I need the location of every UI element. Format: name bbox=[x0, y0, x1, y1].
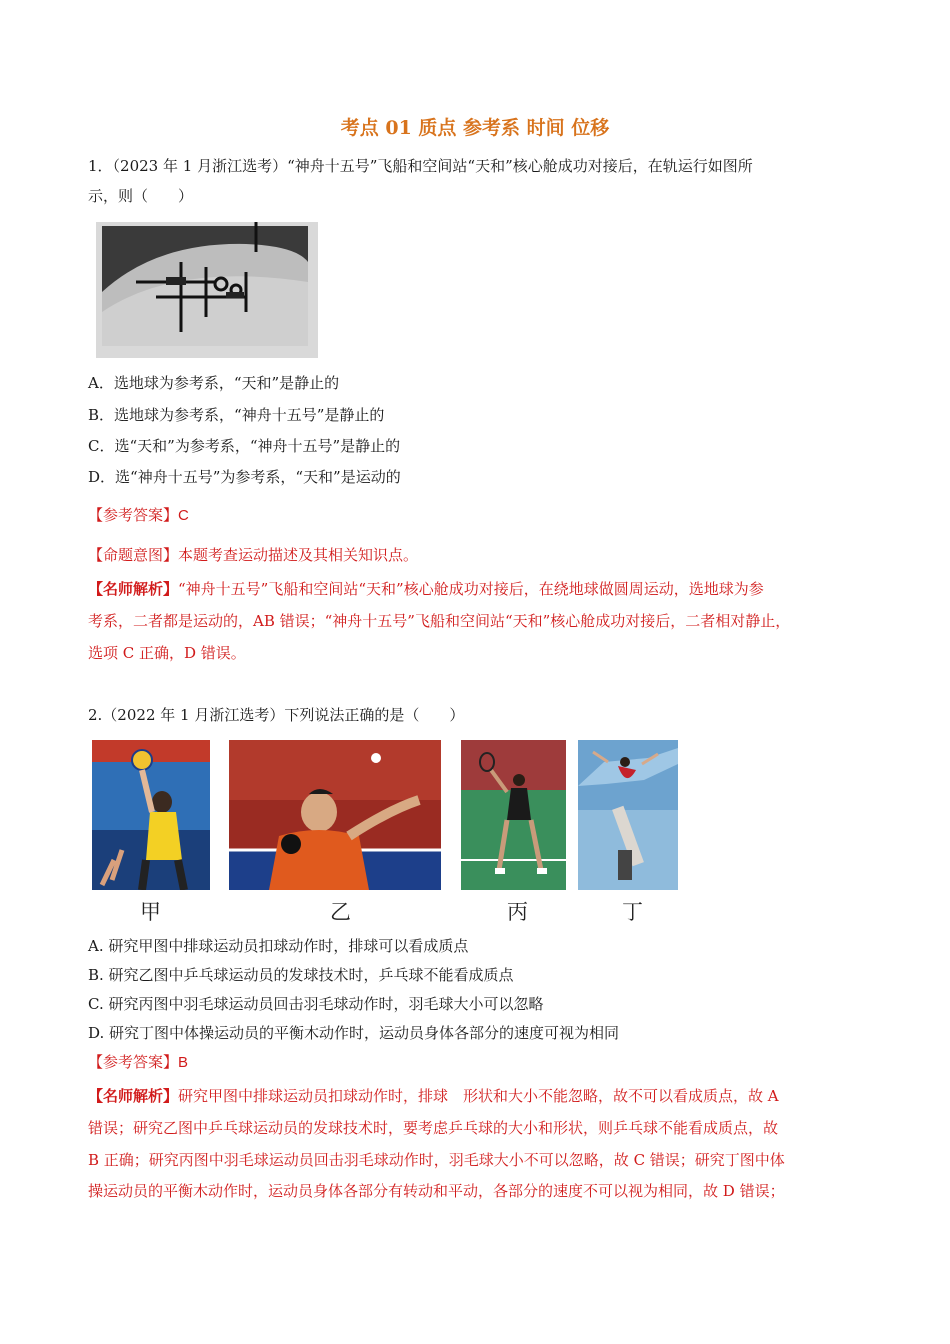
q2-answer-value: B bbox=[178, 1054, 189, 1071]
q2-figure-label-yi: 乙 bbox=[330, 900, 351, 924]
q1-answer-tag: 【参考答案】 bbox=[88, 506, 179, 524]
q1-analysis-line2: 考系，二者都是运动的，AB 错误；“神舟十五号”飞船和空间站“天和”核心舱成功对接后，二者相对静止， bbox=[88, 612, 791, 630]
q1-analysis-tag: 【名师解析】 bbox=[88, 580, 179, 598]
q2-photo-badminton bbox=[461, 740, 566, 890]
q1-intent-tag: 【命题意图】 bbox=[88, 546, 179, 564]
q1-figure-spacestation bbox=[96, 222, 318, 358]
q2-analysis-line1 bbox=[88, 1086, 779, 1106]
q2-analysis-line4: 操运动员的平衡木动作时，运动员身体各部分有转动和平动，各部分的速度不可以视为相同，故 D 错误； bbox=[88, 1182, 785, 1200]
q1-stem-line1: 1．（2023 年 1 月浙江选考）“神舟十五号”飞船和空间站“天和”核心舱成功对接后，在轨运行如图所 bbox=[88, 157, 753, 175]
q1-option-d: D．选“神舟十五号”为参考系，“天和”是运动的 bbox=[88, 468, 401, 486]
q1-option-b: B．选地球为参考系，“神舟十五号”是静止的 bbox=[88, 406, 385, 424]
q2-answer-tag: 【参考答案】 bbox=[88, 1053, 179, 1071]
q2-analysis-text1: 研究甲图中排球运动员扣球动作时，排球 形状和大小不能忽略，故不可以看成质点，故 A bbox=[178, 1087, 779, 1105]
q2-answer bbox=[88, 1052, 188, 1073]
q2-photo-balance-beam bbox=[578, 740, 678, 890]
q2-photo-table-tennis bbox=[229, 740, 441, 890]
q1-analysis-line1 bbox=[88, 579, 764, 599]
page-title: 考点 01 质点 参考系 时间 位移 bbox=[340, 117, 610, 139]
q2-stem: 2.（2022 年 1 月浙江选考）下列说法正确的是（ ） bbox=[88, 706, 465, 724]
q1-intent-text: 本题考查运动描述及其相关知识点。 bbox=[178, 546, 419, 564]
q2-option-b: B. 研究乙图中乒乓球运动员的发球技术时，乒乓球不能看成质点 bbox=[88, 966, 514, 984]
q1-stem-line2: 示，则（ ） bbox=[88, 187, 194, 205]
q1-intent bbox=[88, 545, 418, 565]
q1-analysis-line3: 选项 C 正确，D 错误。 bbox=[88, 644, 246, 662]
q1-answer-value: C bbox=[178, 507, 189, 524]
q1-option-c: C．选“天和”为参考系，“神舟十五号”是静止的 bbox=[88, 437, 401, 455]
q2-photo-volleyball bbox=[92, 740, 210, 890]
q2-option-c: C. 研究丙图中羽毛球运动员回击羽毛球动作时，羽毛球大小可以忽略 bbox=[88, 995, 544, 1013]
q1-answer bbox=[88, 505, 189, 526]
q1-option-a: A．选地球为参考系，“天和”是静止的 bbox=[88, 374, 340, 392]
q2-option-a: A. 研究甲图中排球运动员扣球动作时，排球可以看成质点 bbox=[88, 937, 469, 955]
q2-figure-label-ding: 丁 bbox=[622, 900, 643, 924]
q2-figure-label-jia: 甲 bbox=[140, 900, 161, 924]
q2-analysis-tag: 【名师解析】 bbox=[88, 1087, 179, 1105]
q2-analysis-line3: B 正确；研究丙图中羽毛球运动员回击羽毛球动作时，羽毛球大小不可以忽略，故 C 错误；研究丁图中体 bbox=[88, 1151, 785, 1169]
q1-analysis-text1: “神舟十五号”飞船和空间站“天和”核心舱成功对接后，在绕地球做圆周运动，选地球为参 bbox=[178, 580, 764, 598]
q2-figure-label-bing: 丙 bbox=[507, 900, 528, 924]
q2-option-d: D. 研究丁图中体操运动员的平衡木动作时，运动员身体各部分的速度可视为相同 bbox=[88, 1024, 620, 1042]
q2-analysis-line2: 错误；研究乙图中乒乓球运动员的发球技术时，要考虑乒乓球的大小和形状，则乒乓球不能看成质点，故 bbox=[88, 1119, 779, 1137]
